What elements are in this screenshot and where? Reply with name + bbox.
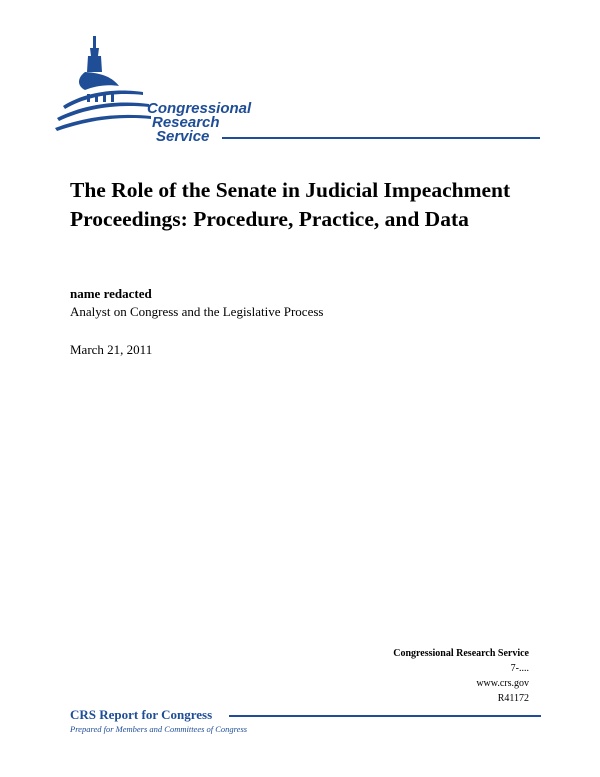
author-position: Analyst on Congress and the Legislative Process <box>70 304 324 319</box>
logo-line-3: Service <box>156 128 210 145</box>
footer-subtitle: Prepared for Members and Committees of Congress <box>70 724 248 734</box>
logo-divider <box>222 137 540 139</box>
info-phone: 7-.... <box>510 663 529 674</box>
info-website: www.crs.gov <box>476 678 529 689</box>
report-date: March 21, 2011 <box>70 342 153 357</box>
report-title: The Role of the Senate in Judicial Impeachment Proceedings: Procedure, Practice, and Data <box>70 178 511 231</box>
info-report-number: R41172 <box>497 693 529 704</box>
capitol-dome-icon <box>55 34 155 146</box>
logo-line-1: Congressional <box>147 100 252 117</box>
author-name: name redacted <box>70 286 152 301</box>
info-organization: Congressional Research Service <box>393 648 529 659</box>
footer-divider <box>229 715 541 717</box>
crs-logo <box>55 34 545 146</box>
info-block <box>393 646 529 706</box>
footer-title: CRS Report for Congress <box>70 707 213 722</box>
logo-line-2: Research <box>152 114 220 131</box>
